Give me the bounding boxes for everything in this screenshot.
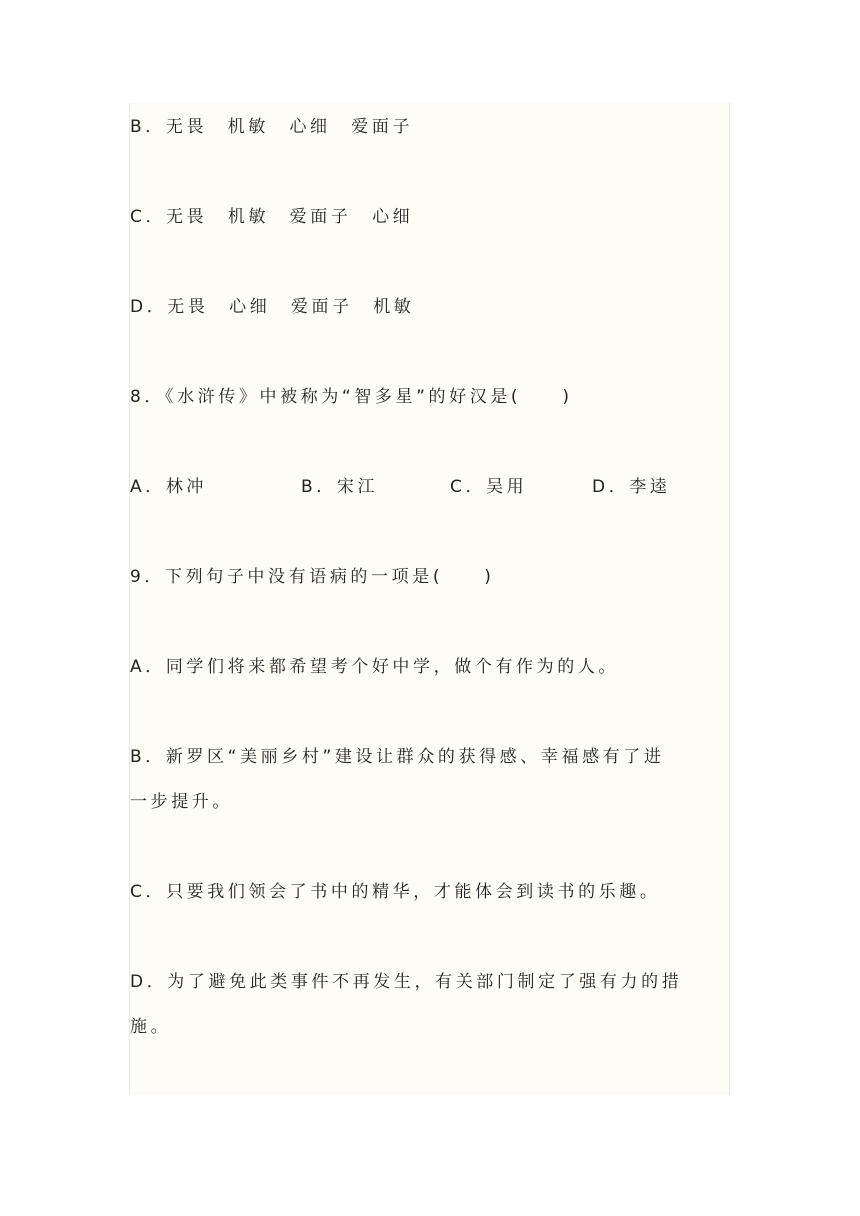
q9-option-b-line2: 一步提升。 [130, 792, 233, 812]
q8-options-row [130, 475, 730, 499]
q8-option-a: A．林冲 [130, 477, 208, 497]
q9-stem: 9．下列句子中没有语病的一项是( ) [130, 567, 495, 587]
q8-option-c: C．吴用 [450, 477, 528, 497]
q7-option-d: D．无畏 心细 爱面子 机敏 [130, 297, 415, 317]
q9-option-d-line2: 施。 [130, 1017, 172, 1037]
q8-option-b: B．宋江 [301, 477, 379, 497]
q9-option-b-line1: B．新罗区“美丽乡村”建设让群众的获得感、幸福感有了进 [130, 747, 665, 767]
document-page-background [129, 103, 730, 1095]
q8-option-d: D．李逵 [592, 477, 671, 497]
q9-option-d-line1: D．为了避免此类事件不再发生，有关部门制定了强有力的措 [130, 972, 683, 992]
q9-option-a: A．同学们将来都希望考个好中学，做个有作为的人。 [130, 657, 620, 677]
q7-option-b: B．无畏 机敏 心细 爱面子 [130, 117, 414, 137]
q9-option-c: C．只要我们领会了书中的精华，才能体会到读书的乐趣。 [130, 882, 661, 902]
q8-stem: 8．《水浒传》中被称为“智多星”的好汉是( ) [130, 387, 573, 407]
q7-option-c: C．无畏 机敏 爱面子 心细 [130, 207, 414, 227]
